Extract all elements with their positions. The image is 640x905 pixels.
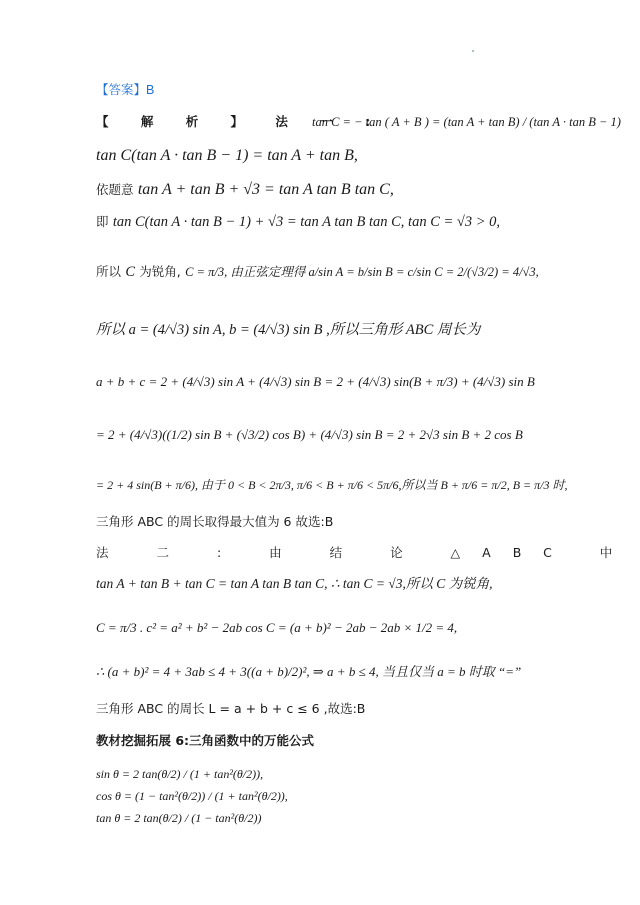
line9-math: = 2 + 4 sin(B + π/6), 由于 0 < B < 2π/3, π/6 < B + π/6 < 5π/6,所以当 B + π/6 = π/2, B = π/3 时, xyxy=(96,478,568,492)
extension-formulas xyxy=(96,764,570,784)
answer-line xyxy=(96,80,570,100)
tanC-product: tan C(tan A · tan B − 1) = tan A + tan B, xyxy=(96,147,358,164)
m2-line1: tan A + tan B + tan C = tan A tan B tan C, ∴ tan C = √3,所以 C 为锐角, xyxy=(96,576,493,591)
method2-line4 xyxy=(96,699,570,719)
tanC-identity: tan C = − tan ( A + B ) = (tan A + tan B) / (tan A · tan B − 1) xyxy=(312,115,621,129)
line5-label-b: 为锐角, xyxy=(139,264,181,279)
method2-line1 xyxy=(96,574,570,594)
method1-line3 xyxy=(96,180,570,200)
answer-label: 【答案】 xyxy=(96,83,147,97)
method1-line8 xyxy=(96,425,570,445)
method2-heading: 法 二 : 由 结 论 △ABC 中 xyxy=(96,545,635,560)
method2-line3 xyxy=(96,662,570,682)
method1-line5: 所以 C 为锐角, C = π/3, 由正弦定理得 a/sin A = b/sin B = c/sin C = 2/(√3/2) = 4/√3, xyxy=(96,264,539,280)
answer-value: B xyxy=(146,83,155,97)
line4-math: tan C(tan A · tan B − 1) + √3 = tan A tan B tan C, tan C = √3 > 0, xyxy=(112,214,501,230)
method1-line4 xyxy=(96,212,570,232)
line4-label: 即 xyxy=(96,214,109,229)
extension-heading-line xyxy=(96,731,570,751)
extension-formulas-3 xyxy=(96,808,570,828)
line8-math: = 2 + (4/√3)((1/2) sin B + (√3/2) cos B) + (4/√3) sin B = 2 + 2√3 sin B + 2 cos B xyxy=(96,427,523,442)
stray-dot xyxy=(472,50,474,52)
m2-line4: 三角形 ABC 的周长 L = a + b + c ≤ 6 ,故选:B xyxy=(96,701,366,716)
extension-heading: 教材挖掘拓展 6:三角函数中的万能公式 xyxy=(96,733,315,748)
method1-line10 xyxy=(96,512,570,532)
method1-line6 xyxy=(96,320,570,340)
line5-math: C = π/3, 由正弦定理得 a/sin A = b/sin B = c/sin C = 2/(√3/2) = 4/√3, xyxy=(185,265,539,279)
extension-formulas-2 xyxy=(96,786,570,806)
method1-line1 xyxy=(312,112,621,132)
method1-line2 xyxy=(96,146,570,166)
m2-line2: C = π/3 . c² = a² + b² − 2ab cos C = (a + b)² − 2ab − 2ab × 1/2 = 4, xyxy=(96,620,458,635)
sin-formula: sin θ = 2 tan(θ/2) / (1 + tan²(θ/2)), xyxy=(96,767,264,781)
line7-math: a + b + c = 2 + (4/√3) sin A + (4/√3) sin B = 2 + (4/√3) sin(B + π/3) + (4/√3) sin B xyxy=(96,374,535,389)
line3-label: 依题意 xyxy=(96,182,134,197)
method1-heading: 【 解 析 】 法 一 : xyxy=(96,114,385,129)
line3-math: tan A + tan B + √3 = tan A tan B tan C, xyxy=(137,181,394,198)
tan-formula: tan θ = 2 tan(θ/2) / (1 − tan²(θ/2)) xyxy=(96,811,262,825)
m2-line3: ∴ (a + b)² = 4 + 3ab ≤ 4 + 3((a + b)/2)², ⇒ a + b ≤ 4, 当且仅当 a = b 时取 “=” xyxy=(96,664,522,679)
line5-label-a: 所以 xyxy=(96,264,122,279)
method1-line9 xyxy=(96,475,570,495)
cos-formula: cos θ = (1 − tan²(θ/2)) / (1 + tan²(θ/2)), xyxy=(96,789,288,803)
method2-heading-line xyxy=(96,543,635,563)
method2-line2 xyxy=(96,618,570,638)
method1-line7 xyxy=(96,372,570,392)
line6-math: 所以 a = (4/√3) sin A, b = (4/√3) sin B ,所以三角形 ABC 周长为 xyxy=(96,322,481,338)
line10-text: 三角形 ABC 的周长取得最大值为 6 故选:B xyxy=(96,514,334,529)
